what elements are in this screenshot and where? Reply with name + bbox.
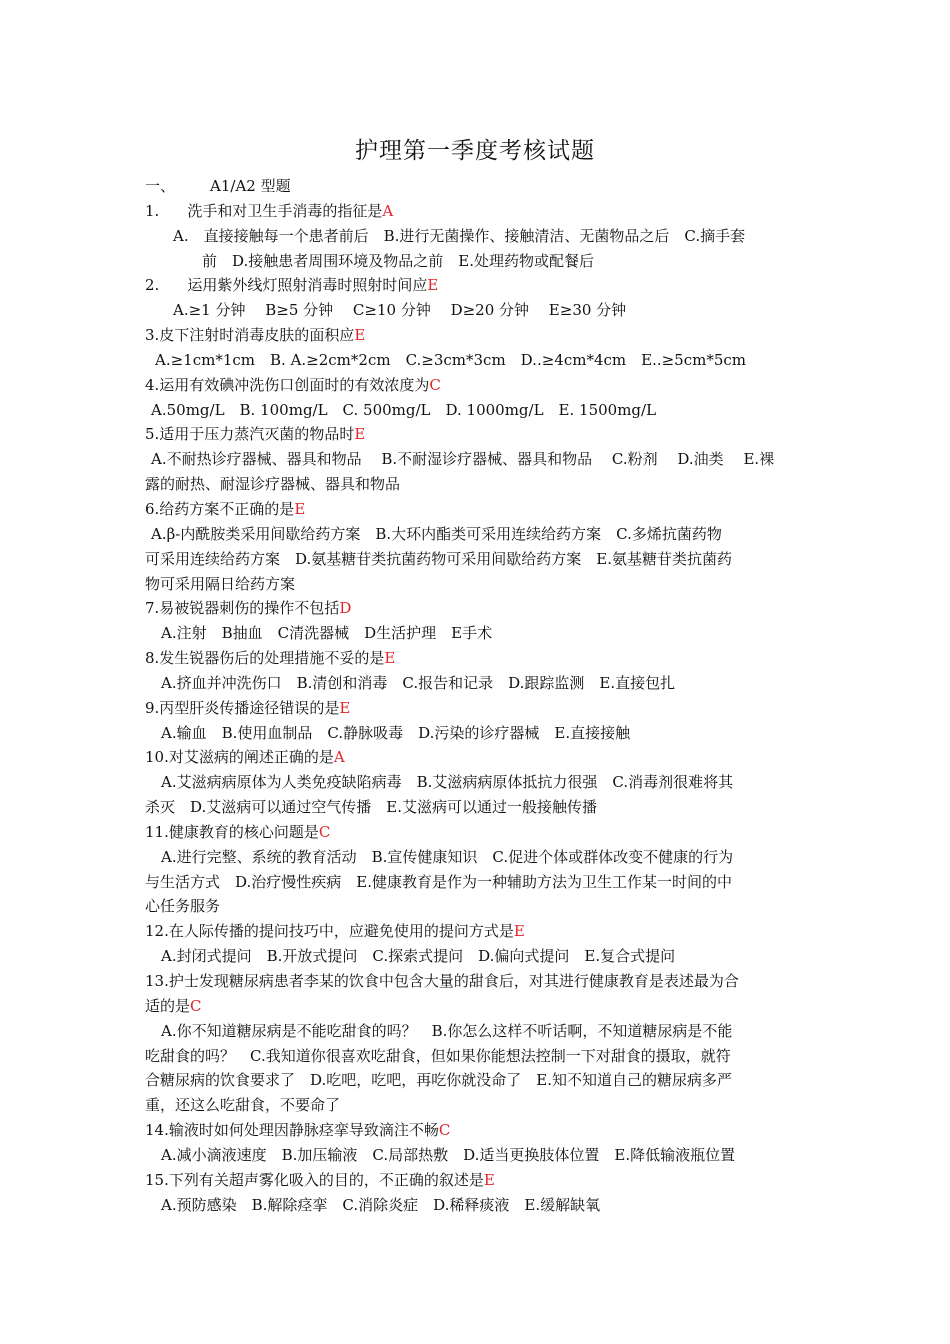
question-12 [145, 919, 807, 944]
options-line: 前 D.接触患者周围环境及物品之前 E.处理药物或配餐后 [202, 251, 594, 270]
question-7 [145, 596, 807, 621]
options-line: 可采用连续给药方案 D.氨基糖苷类抗菌药物可采用间歇给药方案 E.氨基糖苷类抗菌药 [145, 549, 732, 568]
options-line: 合糖尿病的饮食要求了 D.吃吧，吃吧，再吃你就没命了 E.知不知道自己的糖尿病多严 [145, 1071, 732, 1090]
answer-mark: E [339, 698, 351, 717]
answer-mark: E [483, 1170, 495, 1189]
question-text: 3.皮下注射时消毒皮肤的面积应 [145, 326, 355, 345]
question-text: 10.对艾滋病的阐述正确的是 [145, 748, 334, 767]
answer-mark: C [429, 375, 441, 394]
question-3 [145, 323, 807, 348]
section-label: A1/A2 型题 [210, 177, 291, 195]
question-13: 13.护士发现糖尿病患者李某的饮食中包含大量的甜食后，对其进行健康教育是表述最为合 [145, 972, 739, 990]
options-line: A.50mg/L B. 100mg/L C. 500mg/L D. 1000mg/L E. 1500mg/L [151, 400, 657, 419]
question-11 [145, 820, 807, 845]
options-line: 吃甜食的吗？ C.我知道你很喜欢吃甜食，但如果你能想法控制一下对甜食的摄取，就符 [145, 1046, 731, 1065]
options-line: A.β-内酰胺类采用间歇给药方案 B.大环内酯类可采用连续给药方案 C.多烯抗菌药物 [151, 524, 722, 543]
answer-mark: A [333, 748, 345, 767]
options-line: A.≥1cm*1cm B. A.≥2cm*2cm C.≥3cm*3cm D..≥4cm*4cm E..≥5cm*5cm [155, 350, 747, 369]
options-line: 露的耐热、耐湿诊疗器械、器具和物品 [145, 475, 401, 494]
options-line: A. 直接接触每一个患者前后 B.进行无菌操作、接触清洁、无菌物品之后 C.摘手套 [173, 226, 746, 245]
question-text: 4.运用有效碘冲洗伤口创面时的有效浓度为 [145, 375, 430, 394]
question-14 [145, 1118, 807, 1143]
question-text: 9.丙型肝炎传播途径错误的是 [145, 698, 340, 717]
answer-mark: E [513, 922, 525, 941]
options-line: A.你不知道糖尿病是不能吃甜食的吗？ B.你怎么这样不听话啊，不知道糖尿病是不能 [161, 1021, 733, 1040]
question-text: 8.发生锐器伤后的处理措施不妥的是 [145, 649, 385, 668]
question-text: 6.给药方案不正确的是 [145, 499, 295, 518]
question-6 [145, 497, 807, 522]
question-9 [145, 696, 807, 721]
question-text: 11.健康教育的核心问题是 [145, 822, 319, 841]
page-title: 护理第一季度考核试题 [355, 138, 595, 164]
answer-mark: E [427, 276, 439, 295]
question-8 [145, 646, 807, 671]
answer-mark: D [339, 599, 352, 618]
question-text: 5.适用于压力蒸汽灭菌的物品时 [145, 425, 355, 444]
question-4 [145, 373, 807, 398]
options-line: A.预防感染 B.解除痉挛 C.消除炎症 D.稀释痰液 E.缓解缺氧 [161, 1195, 601, 1214]
options-line: 杀灭 D.艾滋病可以通过空气传播 E.艾滋病可以通过一般接触传播 [145, 798, 597, 817]
options-line: A.不耐热诊疗器械、器具和物品 B.不耐湿诊疗器械、器具和物品 C.粉剂 D.油类 E.裸 [151, 450, 775, 469]
question-text: 14.输液时如何处理因静脉痉挛导致滴注不畅 [145, 1121, 439, 1140]
options-line: 与生活方式 D.治疗慢性疾病 E.健康教育是作为一种辅助方法为卫生工作某一时间的中 [145, 872, 732, 891]
question-5 [145, 422, 807, 447]
options-line: A.注射 B抽血 C清洗器械 D生活护理 E手术 [161, 624, 493, 643]
options-line: A.≥1 分钟 B≥5 分钟 C≥10 分钟 D≥20 分钟 E≥30 分钟 [173, 301, 627, 320]
answer-mark: C [190, 996, 202, 1015]
answer-mark: E [354, 425, 366, 444]
options-line: 物可采用隔日给药方案 [145, 574, 296, 593]
question-2: 2. 运用紫外线灯照射消毒时照射时间应E [145, 276, 439, 295]
question-list [145, 174, 807, 1217]
question-text: 7.易被锐器刺伤的操作不包括 [145, 599, 340, 618]
answer-mark: A [382, 201, 394, 220]
options-line: A.输血 B.使用血制品 C.静脉吸毒 D.污染的诊疗器械 E.直接接触 [161, 723, 631, 742]
question-text: 运用紫外线灯照射消毒时照射时间应 [187, 276, 428, 295]
question-text: 洗手和对卫生手消毒的指征是 [187, 201, 383, 220]
question-text: 适的是 [145, 996, 191, 1015]
options-line: 重，还这么吃甜食，不要命了 [145, 1096, 341, 1115]
options-line: A.减小滴液速度 B.加压输液 C.局部热敷 D.适当更换肢体位置 E.降低输液瓶位置 [161, 1145, 736, 1164]
options-line: 心任务服务 [145, 897, 221, 916]
question-13-continued [145, 994, 807, 1019]
answer-mark: C [318, 822, 331, 841]
answer-mark: C [438, 1121, 451, 1140]
question-10 [145, 745, 807, 770]
answer-mark: E [294, 499, 306, 518]
question-text: 12.在人际传播的提问技巧中，应避免使用的提问方式是 [145, 922, 514, 941]
answer-mark: E [384, 649, 396, 668]
options-line: A.封闭式提问 B.开放式提问 C.探索式提问 D.偏向式提问 E.复合式提问 [161, 947, 676, 966]
options-line: A.进行完整、系统的教育活动 B.宣传健康知识 C.促进个体或群体改变不健康的行为 [161, 847, 734, 866]
question-1: 1. 洗手和对卫生手消毒的指征是A [145, 201, 394, 220]
options-line: A.艾滋病病原体为人类免疫缺陷病毒 B.艾滋病病原体抵抗力很强 C.消毒剂很难将其 [161, 773, 734, 792]
answer-mark: E [354, 326, 366, 345]
section-heading [145, 174, 807, 199]
question-15 [145, 1168, 807, 1193]
section-number: 一、 [145, 177, 176, 195]
question-text: 15.下列有关超声雾化吸入的目的，不正确的叙述是 [145, 1170, 484, 1189]
options-line: A.挤血并冲洗伤口 B.清创和消毒 C.报告和记录 D.跟踪监测 E.直接包扎 [161, 673, 676, 692]
